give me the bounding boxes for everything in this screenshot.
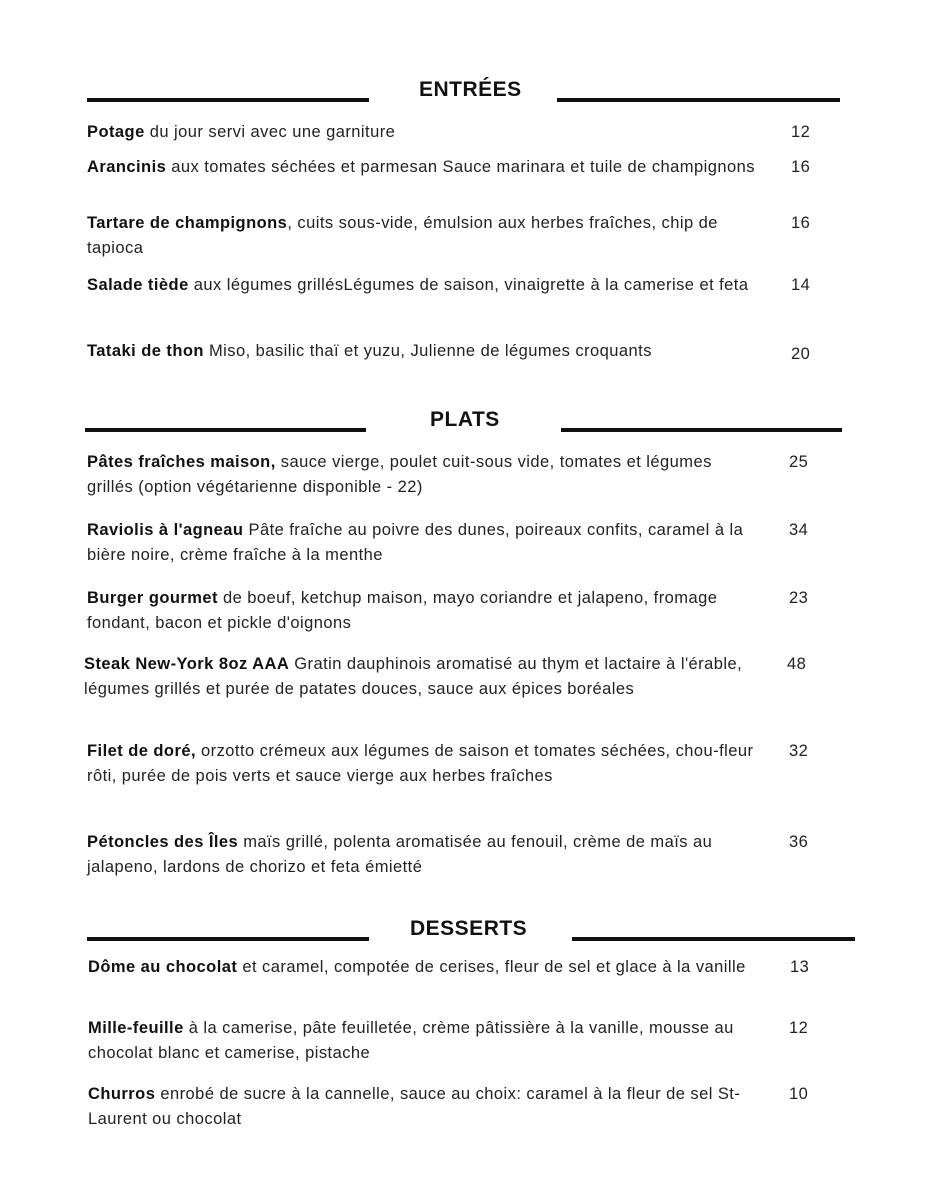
item-description: , cuits sous-vide, émulsion aux herbes fraîches, chip de tapioca [87,214,718,257]
item-description: aux légumes grillésLégumes de saison, vinaigrette à la camerise et feta [188,276,749,294]
divider [572,937,855,941]
item-price: 14 [791,276,811,294]
item-description: Gratin dauphinois aromatisé au thym et lactaire à l'érable, légumes grillés et purée de patates douces, sauce aux épices boréales [84,655,743,698]
section-title: PLATS [430,408,500,431]
divider [87,98,369,102]
item-name: Arancinis [87,158,167,176]
item-name: Burger gourmet [87,589,218,607]
item-price: 36 [789,833,809,851]
item-name: Dôme au chocolat [88,958,238,976]
section-header-entrees [0,78,927,118]
item-description: Miso, basilic thaï et yuzu, Julienne de légumes croquants [203,342,652,360]
item-price: 16 [791,158,811,176]
item-price: 12 [791,123,811,141]
item-price: 23 [789,589,809,607]
item-name: Pétoncles des Îles [87,833,239,851]
item-description: orzotto crémeux aux légumes de saison et tomates séchées, chou-fleur rôti, purée de pois verts et sauce vierge aux herbes fraîches [87,742,754,785]
item-name: Churros [88,1085,156,1103]
item-name: Potage [87,123,145,141]
item-name: Pâtes fraîches maison, [87,453,276,471]
item-name: Tataki de thon [87,342,204,360]
item-description: et caramel, compotée de cerises, fleur de sel et glace à la vanille [237,958,746,976]
item-price: 34 [789,521,809,539]
item-description: sauce vierge, poulet cuit-sous vide, tomates et légumes grillés (option végétarienne disponible - 22) [87,453,712,496]
item-description: enrobé de sucre à la cannelle, sauce au choix: caramel à la fleur de sel St-Laurent ou chocolat [88,1085,741,1128]
item-price: 16 [791,214,811,232]
item-name: Steak New-York 8oz AAA [84,655,290,673]
section-header-desserts [0,917,927,957]
item-description: maïs grillé, polenta aromatisée au fenouil, crème de maïs au jalapeno, lardons de chorizo et feta émietté [87,833,713,876]
item-name: Mille-feuille [88,1019,184,1037]
section-title: ENTRÉES [419,78,522,101]
divider [87,937,369,941]
item-name: Salade tiède [87,276,189,294]
item-price: 25 [789,453,809,471]
item-name: Filet de doré, [87,742,196,760]
divider [85,428,366,432]
item-description: de boeuf, ketchup maison, mayo coriandre et jalapeno, fromage fondant, bacon et pickle d'oignons [87,589,718,632]
section-header-plats [0,408,927,448]
item-description: du jour servi avec une garniture [144,123,396,141]
item-price: 12 [789,1019,809,1037]
item-name: Raviolis à l'agneau [87,521,244,539]
item-price: 10 [789,1085,809,1103]
item-description: Pâte fraîche au poivre des dunes, poireaux confits, caramel à la bière noire, crème fraîche à la menthe [87,521,744,564]
item-description: aux tomates séchées et parmesan Sauce marinara et tuile de champignons [166,158,755,176]
divider [561,428,842,432]
item-price: 32 [789,742,809,760]
item-price: 13 [790,958,810,976]
divider [557,98,840,102]
item-name: Tartare de champignons [87,214,288,232]
item-price: 20 [791,345,811,363]
item-description: à la camerise, pâte feuilletée, crème pâtissière à la vanille, mousse au chocolat blanc et camerise, pistache [88,1019,734,1062]
section-title: DESSERTS [410,917,528,940]
item-price: 48 [787,655,807,673]
